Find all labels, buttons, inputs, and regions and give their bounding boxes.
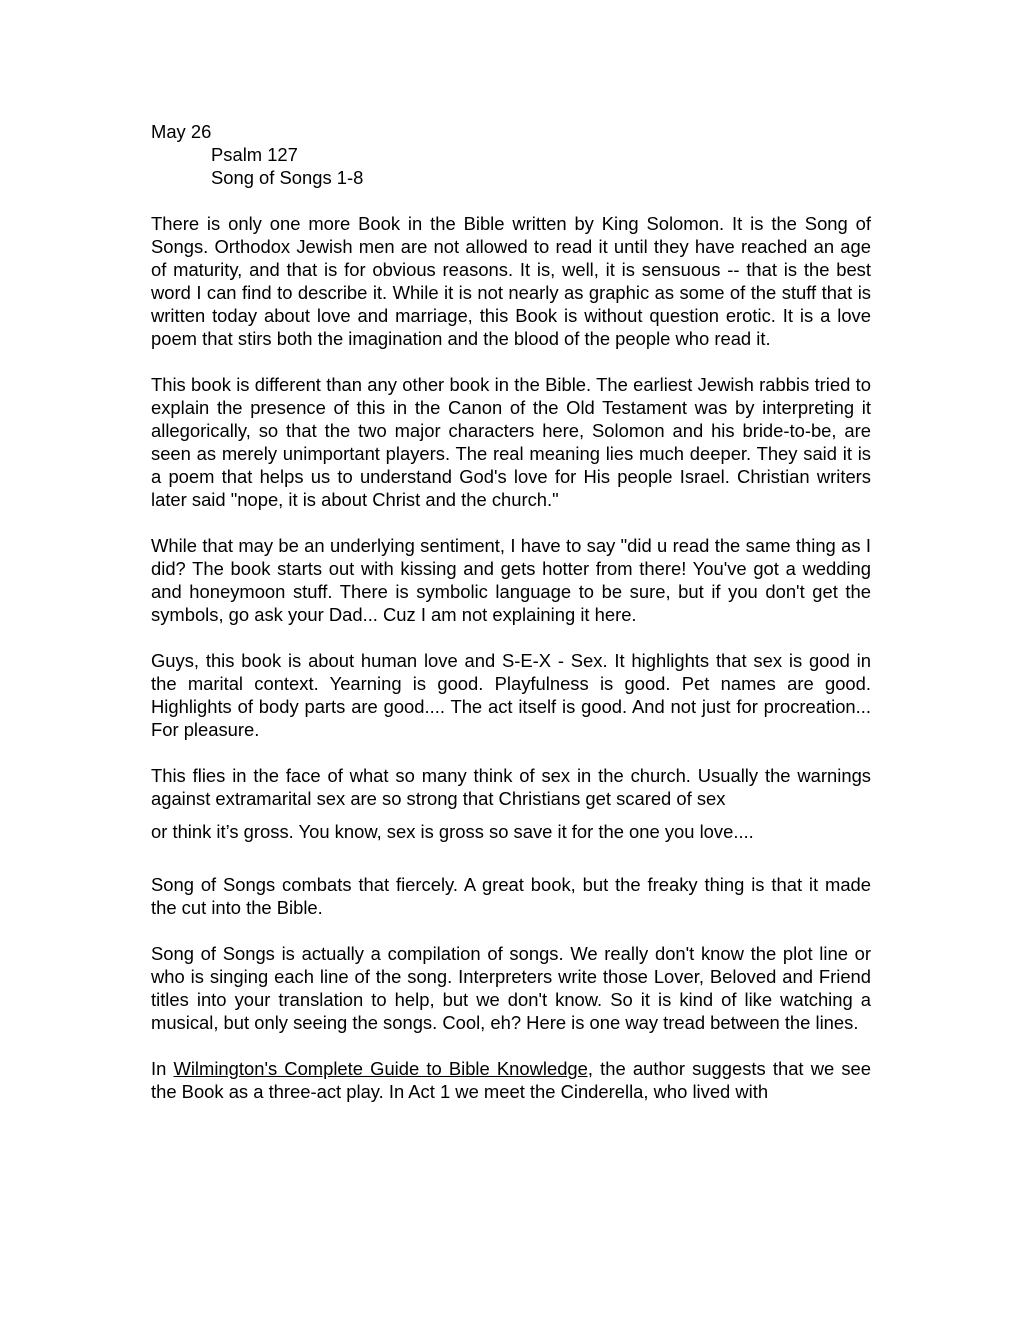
reading-psalm: Psalm 127 bbox=[211, 144, 298, 165]
paragraph-three-act bbox=[151, 1057, 871, 1103]
paragraph-human-love: Guys, this book is about human love and S-E-X - Sex. It highlights that sex is good in the marital context. Yearning is good. Playfulness is good. Pet names are good. Highlights of body parts are good.... The act itself is good. And not just for procreation... For pleasure. bbox=[151, 650, 871, 740]
reading-header bbox=[151, 120, 871, 189]
paragraph-combats: Song of Songs combats that fiercely. A great book, but the freaky thing is that it made the cut into the Bible. bbox=[151, 874, 871, 918]
document-page bbox=[151, 120, 871, 1126]
final-prefix: In bbox=[151, 1058, 174, 1079]
paragraph-allegory: This book is different than any other book in the Bible. The earliest Jewish rabbis tried to explain the presence of this in the Canon of the Old Testament was by interpreting it allegorically, so that the two major characters here, Solomon and his bride-to-be, are seen as merely unimportant players. The real meaning lies much deeper. They said it is a poem that helps us to understand God's love for His people Israel. Christian writers later said "nope, it is about Christ and the church." bbox=[151, 374, 871, 510]
paragraph-compilation: Song of Songs is actually a compilation of songs. We really don't know the plot line or who is singing each line of the song. Interpreters write those Lover, Beloved and Friend titles into your translation to help, but we don't know. So it is kind of like watching a musical, but only seeing the songs. Cool, eh? Here is one way tread between the lines. bbox=[151, 943, 871, 1033]
paragraph-sentiment: While that may be an underlying sentiment, I have to say "did u read the same thing as I did? The book starts out with kissing and gets hotter from there! You've got a wedding and honeymoon stuff. There is symbolic language to be sure, but if you don't get the symbols, go ask your Dad... Cuz I am not explaining it here. bbox=[151, 535, 871, 625]
final-suffix: the author suggests that we see the Book as a three-act play. In Act 1 we meet the Cinderella, who lived with bbox=[151, 1058, 871, 1102]
paragraph-intro: There is only one more Book in the Bible written by King Solomon. It is the Song of Songs. Orthodox Jewish men are not allowed to read it until they have reached an age of maturity, and that is for obvious reasons. It is, well, it is sensuous -- that is the best word I can find to describe it. While it is not nearly as graphic as some of the stuff that is written today about love and marriage, this Book is without question erotic. It is a love poem that stirs both the imagination and the blood of the people who read it. bbox=[151, 213, 871, 349]
book-title: Wilmington's Complete Guide to Bible Knowledge, bbox=[173, 1058, 593, 1079]
paragraph-church bbox=[151, 764, 871, 847]
paragraph-church-line2: or think it’s gross. You know, sex is gross so save it for the one you love.... bbox=[151, 821, 754, 842]
entry-date: May 26 bbox=[151, 121, 212, 142]
reading-song-of-songs: Song of Songs 1-8 bbox=[211, 167, 364, 188]
paragraph-church-line1: This flies in the face of what so many think of sex in the church. Usually the warnings against extramarital sex are so strong that Christians get scared of sex bbox=[151, 765, 871, 809]
